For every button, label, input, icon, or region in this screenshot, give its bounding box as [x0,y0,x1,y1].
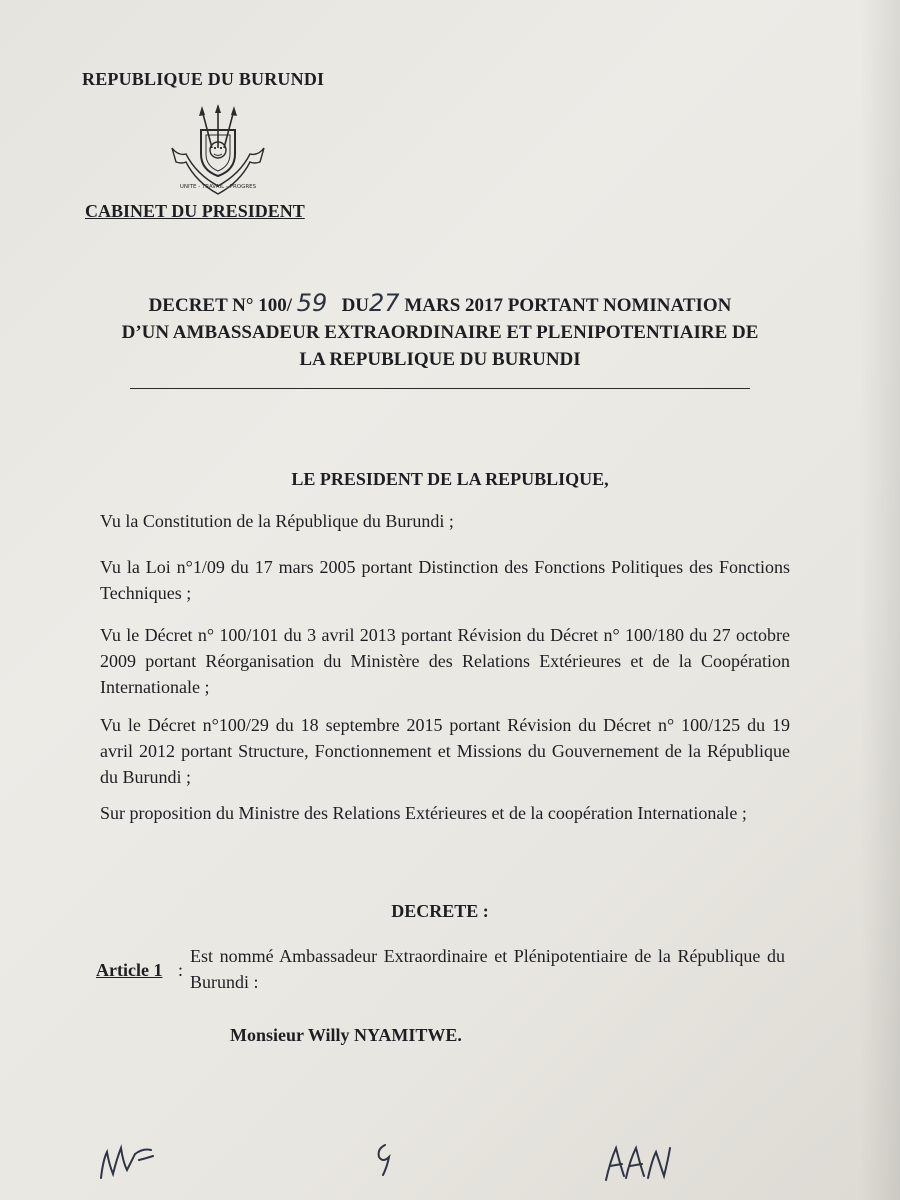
decree-title-line2: D’UN AMBASSADEUR EXTRAORDINAIRE ET PLENIPOTENTIAIRE DE [121,322,759,343]
article-1-colon: : [178,960,184,980]
proposal-paragraph: Sur proposition du Ministre des Relations Extérieures et de la coopération Internationale ; [100,803,747,823]
decree-day-handwritten: 27 [369,289,400,317]
president-heading: LE PRESIDENT DE LA REPUBLIQUE, [291,469,609,489]
title-divider [130,388,750,389]
decree-title-line1 [80,290,800,319]
emblem-motto: UNITE - TRAVAIL - PROGRES [179,184,257,190]
cabinet-heading: CABINET DU PRESIDENT [85,201,305,221]
handwritten-initial-left [95,1130,165,1190]
article-1-text: Est nommé Ambassadeur Extraordinaire et Plénipotentiaire de la République du Burundi : [190,946,785,992]
decrete-heading: DECRETE : [391,901,489,921]
visa-constitution: Vu la Constitution de la République du Burundi ; [100,511,454,531]
coat-of-arms-emblem [168,104,268,196]
country-header: REPUBLIQUE DU BURUNDI [82,69,325,89]
decree-number-prefix: DECRET N° 100/ [148,295,293,316]
decree-du-label: DU [341,295,370,316]
decree-title-line3: LA REPUBLIQUE DU BURUNDI [299,349,581,370]
decree-title [80,290,800,373]
article-1-label: Article 1 [96,960,163,980]
nominee-name: Monsieur Willy NYAMITWE. [230,1025,462,1045]
visa-decret-2013: Vu le Décret n° 100/101 du 3 avril 2013 portant Révision du Décret n° 100/180 du 27 octobre 2009 portant Réorganisation du Ministère des Relations Extérieures et de la Coopération Internationale ; [100,625,790,697]
handwritten-initial-right [600,1138,690,1188]
handwritten-initial-center [365,1135,405,1185]
visa-decret-2015: Vu le Décret n°100/29 du 18 septembre 2015 portant Révision du Décret n° 100/125 du 19 avril 2012 portant Structure, Fonctionnement et Missions du Gouvernement de la République du Burundi ; [100,715,790,787]
decree-number-handwritten: 59 [296,289,328,317]
decree-title-line1-rest: MARS 2017 PORTANT NOMINATION [404,295,732,316]
visa-loi-2005: Vu la Loi n°1/09 du 17 mars 2005 portant Distinction des Fonctions Politiques des Fonctions Techniques ; [100,557,790,603]
